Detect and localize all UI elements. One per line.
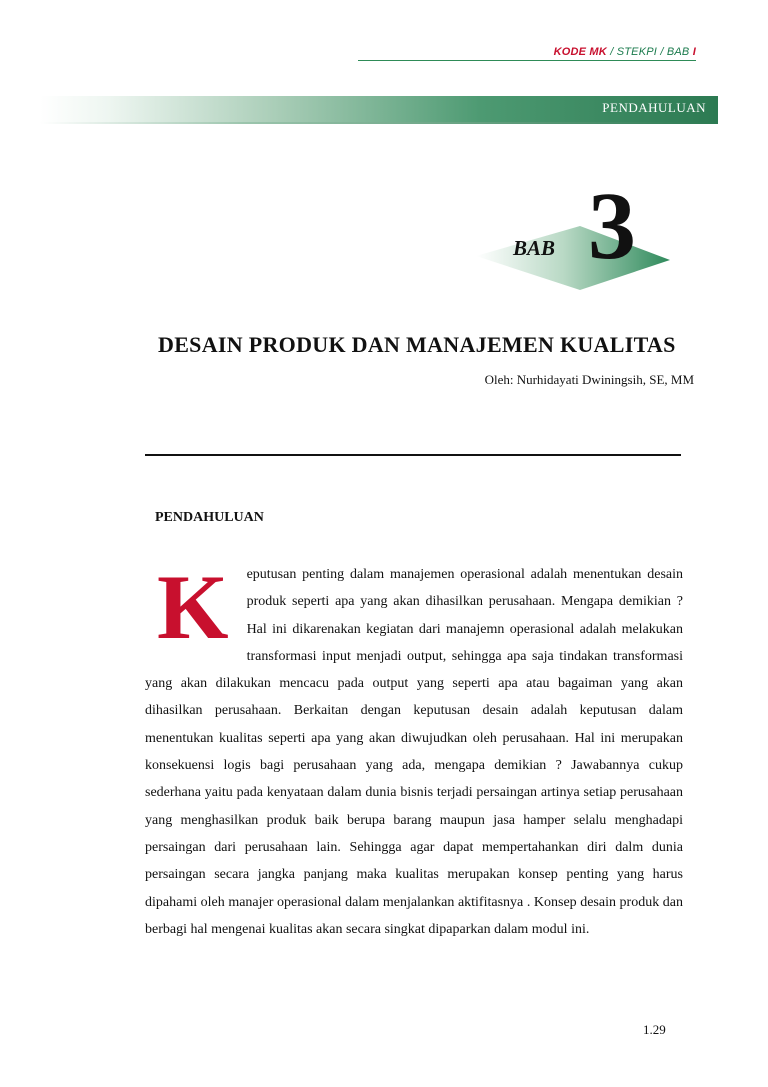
chapter-ref-number: I [692, 46, 696, 58]
section-heading: PENDAHULUAN [155, 510, 264, 525]
chapter-badge-diamond [476, 226, 670, 290]
body-text: eputusan penting dalam manajemen operasional adalah menentukan desain produk seperti apa yang akan dihasilkan perusahaan. Mengapa demikian ? Hal ini dikarenakan kegiatan dari manajemn operasional adalah melakukan transformasi input menjadi output, sehingga apa saja tindakan transformasi yang akan dilakukan mencacu pada output yang seperti apa atau bagaiman yang akan dihasilkan perusahaan. Berkaitan dengan keputusan desain adalah keputusan dalam menentukan kualitas seperti apa yang akan diwujudkan oleh perusahaan. Hal ini merupakan konsekuensi logis bagi perusahaan yang ada, mengapa demikian ? Jawabannya cukup sederhana yaitu pada kenyataan dalam dunia bisnis terjadi persaingan artinya setiap perusahaan yang menghasilkan produk baik berupa barang maupun jasa hamper selalu menghadapi persaingan dari perusahaan lain. Sehingga agar dapat mempertahankan diri dalm dunia persaingan secara jangka panjang maka kualitas merupakan konsep penting yang harus dipahami oleh manajer operasional dalam menjalankan aktifitasnya . Konsep desain produk dan berbagi hal mengenai kualitas akan secara singkat dipaparkan dalam modul ini. [145, 567, 683, 937]
chapter-word: BAB [513, 236, 556, 260]
author-line: Oleh: Nurhidayati Dwiningsih, SE, MM [484, 372, 694, 387]
title-rule [145, 454, 681, 456]
module-name: STEKPI [616, 46, 658, 58]
section-band-line [40, 122, 718, 124]
section-band-label: PENDAHULUAN [602, 100, 706, 115]
document-title: DESAIN PRODUK DAN MANAJEMEN KUALITAS [158, 332, 676, 357]
running-header [554, 46, 696, 58]
header-separator: / [660, 46, 664, 58]
header-rule [358, 60, 696, 61]
body-paragraph [145, 556, 683, 943]
chapter-ref-prefix: BAB [666, 46, 690, 58]
drop-cap: K [157, 556, 229, 658]
header-separator: / [610, 46, 614, 58]
chapter-number: 3 [588, 172, 636, 279]
chapter-badge-shape [470, 186, 670, 290]
page-number: 1.29 [643, 1022, 666, 1037]
course-code: KODE MK [553, 46, 607, 58]
